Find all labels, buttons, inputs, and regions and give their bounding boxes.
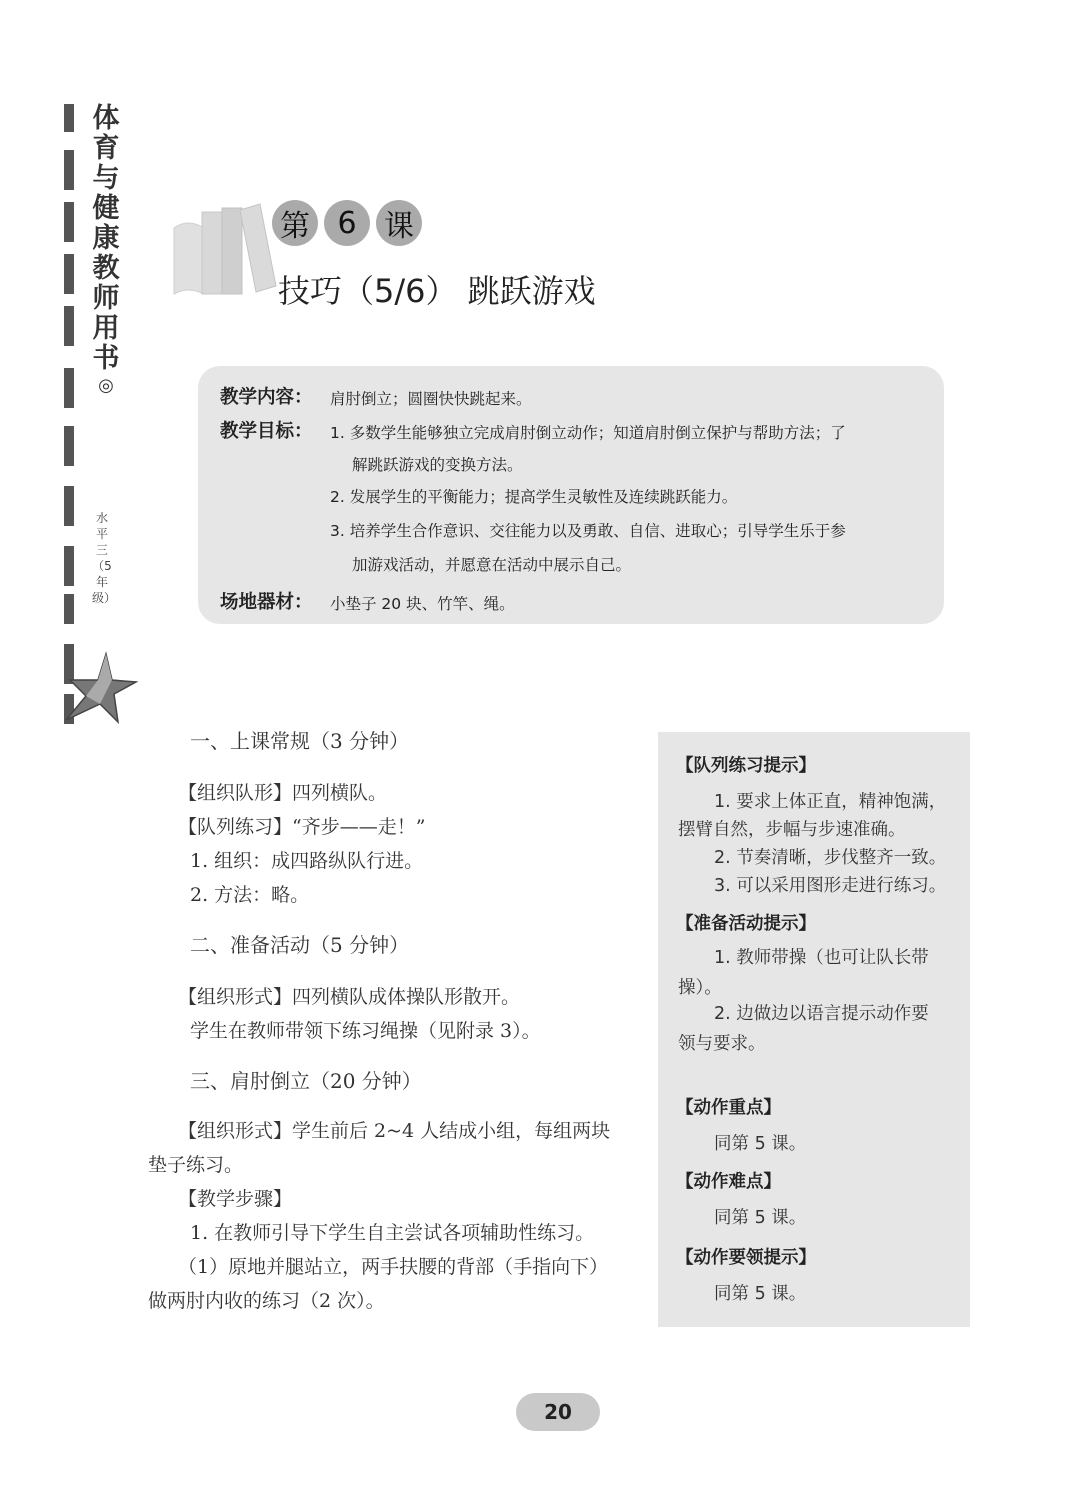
tip-drill-1a: 1. 要求上体正直，精神饱满， <box>714 792 947 812</box>
tip-warmup-2a: 2. 边做边以语言提示动作要 <box>714 1004 929 1024</box>
content-text: 肩肘倒立；圆圈快快跳起来。 <box>330 390 532 408</box>
tip-essentials-text: 同第 5 课。 <box>714 1284 807 1304</box>
lesson-info-box <box>198 366 944 624</box>
lesson-heading <box>272 196 422 250</box>
tip-drill-1b: 摆臂自然，步幅与步速准确。 <box>678 820 906 840</box>
section-3-form-line-1: 【组织形式】学生前后 2~4 人结成小组，每组两块 <box>178 1120 611 1142</box>
goal-1-line-2: 解跳跃游戏的变换方法。 <box>352 456 523 474</box>
goal-3-line-2: 加游戏活动，并愿意在活动中展示自己。 <box>352 556 632 574</box>
tip-heading-difficulty: 【动作难点】 <box>676 1172 781 1192</box>
grade-level-vertical: 水平三（5年级） <box>92 511 117 605</box>
section-3-steps-heading: 【教学步骤】 <box>178 1188 293 1210</box>
equipment-text: 小垫子 20 块、竹竿、绳。 <box>330 595 515 613</box>
page-number: 20 <box>516 1393 600 1431</box>
lesson-suffix-badge: 课 <box>376 200 422 246</box>
tip-key-point-text: 同第 5 课。 <box>714 1134 807 1154</box>
content-label: 教学内容： <box>220 387 313 408</box>
tip-drill-3: 3. 可以采用图形走进行练习。 <box>714 876 947 896</box>
section-2-form: 【组织形式】四列横队成体操队形散开。 <box>178 986 521 1008</box>
section-3-title: 三、肩肘倒立（20 分钟） <box>190 1069 422 1093</box>
tip-warmup-1a: 1. 教师带操（也可让队长带 <box>714 948 929 968</box>
lesson-subtitle: 技巧（5/6） 跳跃游戏 <box>278 272 596 310</box>
book-title-text: 体育与健康教师用书 <box>92 103 120 374</box>
book-title-vertical <box>88 104 124 398</box>
lesson-number-badge: 6 <box>324 200 370 246</box>
lesson-prefix-badge: 第 <box>272 200 318 246</box>
section-1-method: 2. 方法：略。 <box>190 884 310 906</box>
section-1-organize: 1. 组织：成四路纵队行进。 <box>190 850 424 872</box>
section-3-step-1-sub-line-1: （1）原地并腿站立，两手扶腰的背部（手指向下） <box>178 1256 609 1278</box>
goals-label: 教学目标： <box>220 421 313 442</box>
goal-1-line-1: 1. 多数学生能够独立完成肩肘倒立动作；知道肩肘倒立保护与帮助方法；了 <box>330 424 846 442</box>
tip-heading-drill: 【队列练习提示】 <box>676 756 816 776</box>
goal-2: 2. 发展学生的平衡能力；提高学生灵敏性及连续跳跃能力。 <box>330 488 738 506</box>
tip-heading-warmup: 【准备活动提示】 <box>676 914 816 934</box>
tip-warmup-1b: 操）。 <box>678 978 722 998</box>
equipment-label: 场地器材： <box>220 592 313 613</box>
tips-panel <box>658 732 970 1327</box>
section-3-step-1-sub-line-2: 做两肘内收的练习（2 次）。 <box>148 1290 385 1312</box>
section-3-form-line-2: 垫子练习。 <box>148 1154 244 1176</box>
circle-mark: ◎ <box>98 375 114 396</box>
tip-drill-2: 2. 节奏清晰，步伐整齐一致。 <box>714 848 947 868</box>
side-decorative-bars <box>64 104 74 724</box>
section-1-title: 一、上课常规（3 分钟） <box>190 729 410 753</box>
tip-heading-key-point: 【动作重点】 <box>676 1098 781 1118</box>
tip-difficulty-text: 同第 5 课。 <box>714 1208 807 1228</box>
goal-3-line-1: 3. 培养学生合作意识、交往能力以及勇敢、自信、进取心；引导学生乐于参 <box>330 522 846 540</box>
section-2-text: 学生在教师带领下练习绳操（见附录 3）。 <box>190 1020 541 1042</box>
section-3-step-1: 1. 在教师引导下学生自主尝试各项辅助性练习。 <box>190 1222 595 1244</box>
section-1-drill: 【队列练习】“齐步——走！” <box>178 816 426 838</box>
section-2-title: 二、准备活动（5 分钟） <box>190 933 410 957</box>
tip-heading-essentials: 【动作要领提示】 <box>676 1248 816 1268</box>
tip-warmup-2b: 领与要求。 <box>678 1034 766 1054</box>
star-icon <box>60 650 138 726</box>
section-1-formation: 【组织队形】四列横队。 <box>178 782 388 804</box>
books-icon <box>168 198 280 298</box>
